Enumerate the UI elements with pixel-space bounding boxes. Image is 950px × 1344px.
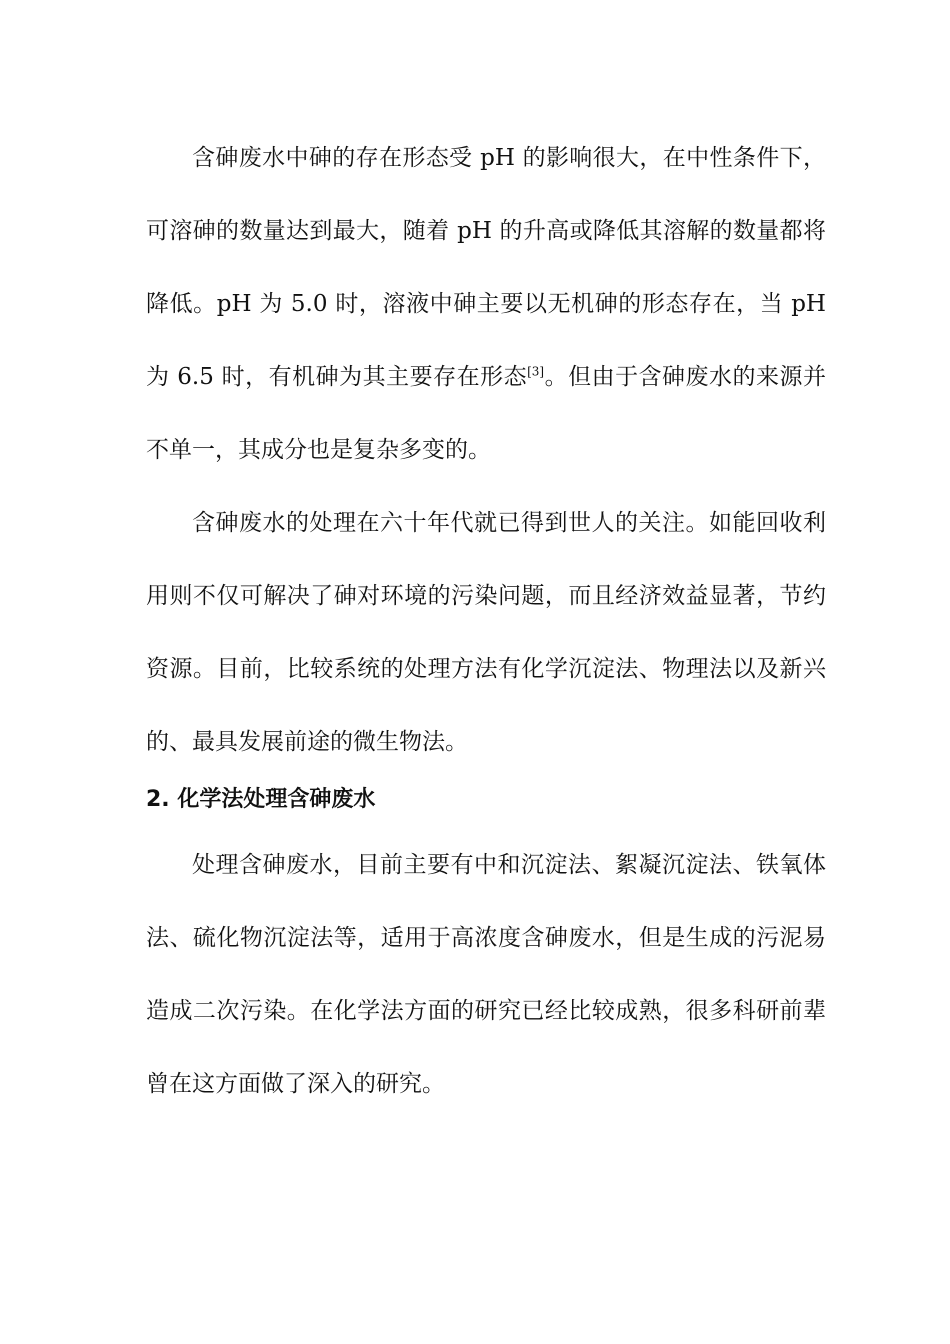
paragraph-text: 处理含砷废水，目前主要有中和沉淀法、絮凝沉淀法、铁氧体法、硫化物沉淀法等，适用于高浓度含砷废水，但是生成的污泥易造成二次污染。在化学法方面的研究已经比较成熟，很多科研前辈曾在这方面做了深入的研究。 [146, 852, 826, 1097]
section-heading: 2. 化学法处理含砷废水 [146, 787, 376, 812]
paragraph-text: 含砷废水中砷的存在形态受 pH 的影响很大，在中性条件下，可溶砷的数量达到最大，随着 pH 的升高或降低其溶解的数量都将降低。pH 为 5.0 时，溶液中砷主要以无机砷的形态存在，当 pH 为 6.5 时，有机砷为其主要存在形态 [146, 145, 826, 390]
citation-reference: [3] [527, 364, 545, 379]
paragraph-text-continued: 。但由于含砷废水的来源并不单一，其成分也是复杂多变的。 [146, 364, 827, 463]
paragraph-arsenic-forms [146, 122, 826, 487]
document-body [146, 122, 826, 1121]
paragraph-chemical-methods [146, 829, 826, 1121]
paragraph-text: 含砷废水的处理在六十年代就已得到世人的关注。如能回收利用则不仅可解决了砷对环境的污染问题，而且经济效益显著，节约资源。目前，比较系统的处理方法有化学沉淀法、物理法以及新兴的、最具发展前途的微生物法。 [146, 510, 826, 755]
paragraph-treatment-overview [146, 487, 826, 779]
